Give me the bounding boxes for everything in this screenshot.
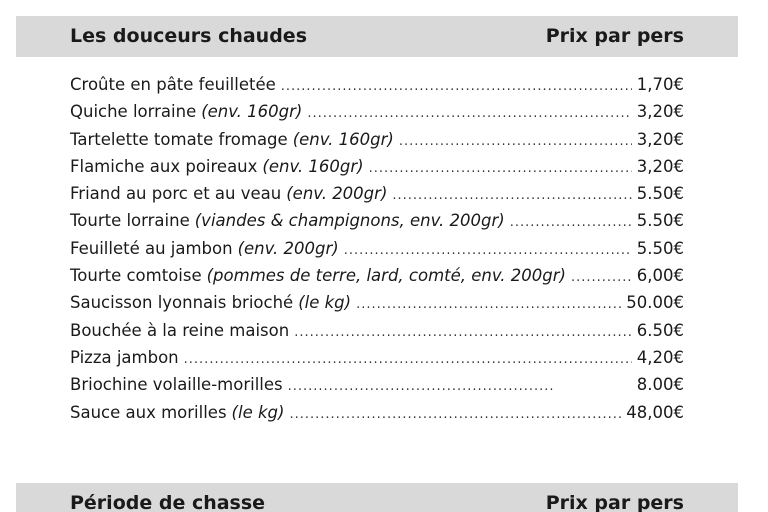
item-detail: (env. 160gr): [201, 102, 303, 122]
item-price: 5.50€: [636, 238, 684, 258]
item-price: 3,20€: [636, 129, 684, 149]
section-header-periode-de-chasse: [16, 483, 738, 512]
dot-leader: [399, 128, 632, 155]
item-detail: (env. 200gr): [237, 238, 339, 258]
item-price: 8.00€: [636, 375, 684, 395]
item-name: Friand au porc et au veau: [70, 184, 282, 204]
menu-item: [70, 207, 684, 234]
item-detail: (pommes de terre, lard, comté, env. 200gr): [206, 266, 566, 286]
dot-leader: [392, 182, 631, 209]
menu-item: [70, 399, 684, 426]
dot-leader: [344, 237, 632, 264]
section-title: Les douceurs chaudes: [70, 25, 307, 47]
item-detail: (le kg): [298, 293, 352, 313]
item-name: Sauce aux morilles: [70, 402, 227, 422]
item-price: 3,20€: [636, 156, 684, 176]
item-detail: (env. 160gr): [292, 129, 394, 149]
dot-leader: [294, 319, 632, 346]
item-name: Feuilleté au jambon: [70, 238, 233, 258]
item-name: Saucisson lyonnais brioché: [70, 293, 294, 313]
menu-item: [70, 371, 684, 398]
item-name: Bouchée à la reine maison: [70, 320, 290, 340]
item-name: Tourte comtoise: [70, 266, 202, 286]
item-detail: (le kg): [231, 402, 285, 422]
item-name: Flamiche aux poireaux: [70, 156, 258, 176]
menu-item: [70, 71, 684, 98]
menu-item: [70, 262, 684, 289]
item-price: 5.50€: [636, 211, 684, 231]
item-detail: (env. 200gr): [286, 184, 388, 204]
menu-item: [70, 98, 684, 125]
dot-leader: [281, 73, 632, 100]
item-price: 50.00€: [626, 293, 684, 313]
menu-item: [70, 180, 684, 207]
menu-item-list: [70, 71, 684, 426]
dot-leader: [369, 155, 632, 182]
item-price: 6.50€: [636, 320, 684, 340]
menu-item: [70, 126, 684, 153]
price-column-header: Prix par pers: [545, 25, 684, 47]
section-title: Période de chasse: [70, 492, 266, 512]
menu-item: [70, 317, 684, 344]
section-header-douceurs-chaudes: [16, 16, 738, 57]
item-detail: (env. 160gr): [262, 156, 364, 176]
item-detail: (viandes & champignons, env. 200gr): [194, 211, 505, 231]
price-column-header: Prix par pers: [545, 492, 684, 512]
item-name: Pizza jambon: [70, 347, 179, 367]
menu-item: [70, 344, 684, 371]
menu-item: [70, 235, 684, 262]
item-name: Briochine volaille-morilles: [70, 375, 283, 395]
item-price: 1,70€: [636, 75, 684, 94]
menu-item: [70, 289, 684, 316]
item-price: 3,20€: [636, 102, 684, 122]
item-price: 4,20€: [636, 347, 684, 367]
item-name: Tourte lorraine: [70, 211, 190, 231]
menu-item: [70, 153, 684, 180]
item-price: 6,00€: [636, 266, 684, 286]
dot-leader: [184, 346, 632, 373]
dot-leader: [307, 100, 631, 127]
dot-leader: [289, 401, 621, 428]
dot-leader: [356, 291, 621, 318]
item-name: Croûte en pâte feuilletée: [70, 75, 276, 94]
item-price: 5.50€: [636, 184, 684, 204]
item-name: Quiche lorraine: [70, 102, 197, 122]
dot-leader: [288, 373, 555, 400]
item-price: 48,00€: [626, 402, 684, 422]
dot-leader: [571, 264, 632, 291]
dot-leader: [510, 209, 632, 236]
item-name: Tartelette tomate fromage: [70, 129, 288, 149]
